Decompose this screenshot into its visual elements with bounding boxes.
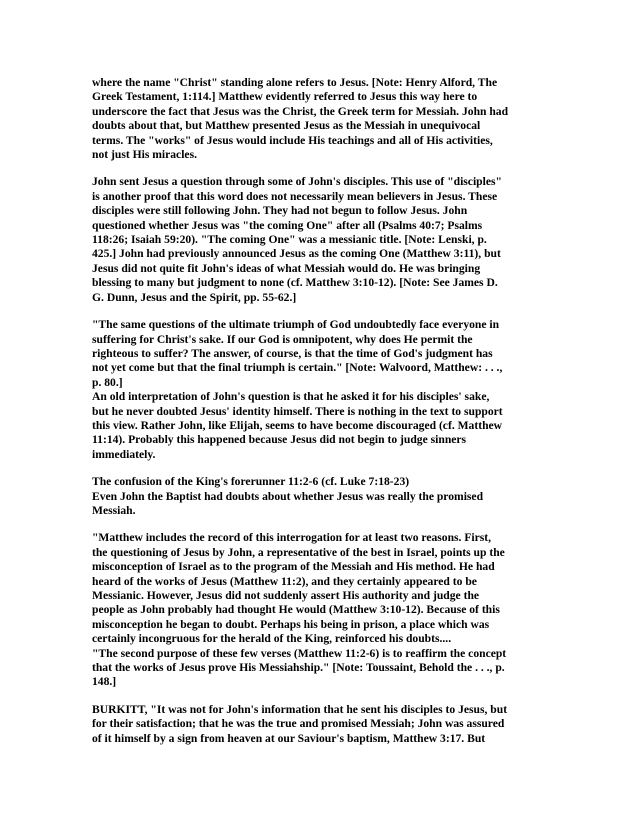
text-line: heard of the works of Jesus (Matthew 11:2), and they certainly appeared to be [92,574,477,588]
text-line: underscore the fact that Jesus was the Christ, the Greek term for Messiah. John had [92,104,509,118]
text-line: John sent Jesus a question through some of John's disciples. This use of "disciples" [92,175,502,189]
text-line: An old interpretation of John's question is that he asked it for his disciples' sake, [92,390,490,404]
text-line: doubts about that, but Matthew presented Jesus as the Messiah in unequivocal [92,119,481,133]
text-line: disciples were still following John. They had not begun to follow Jesus. John [92,204,468,218]
text-line: immediately. [92,447,156,461]
text-line: certainly incongruous for the herald of the King, reinforced his doubts.... [92,632,452,646]
text-line: blessing to many but judgment to none (cf. Matthew 3:10-12). [Note: See James D. [92,276,498,290]
text-line: this view. Rather John, like Elijah, seems to have become discouraged (cf. Matthew [92,418,503,432]
text-line: but he never doubted Jesus' identity himself. There is nothing in the text to support [92,404,503,418]
text-line: Jesus did not quite fit John's ideas of what Messiah would do. He was bringing [92,261,481,275]
text-line: misconception he began to doubt. Perhaps his being in prison, a place which was [92,617,490,631]
text-line: 425.] John had previously announced Jesus as the coming One (Matthew 3:11), but [92,247,501,261]
text-line: the questioning of Jesus by John, a representative of the best in Israel, points up the [92,545,505,559]
paragraph-burkitt [92,703,554,746]
text-line: misconception of Israel as to the program of the Messiah and His method. He had [92,560,495,574]
text-line: people as John probably had thought He would (Matthew 3:10-12). Because of this [92,603,500,617]
text-line: of it himself by a sign from heaven at our Saviour's baptism, Matthew 3:17. But [92,731,486,745]
text-line: questioned whether Jesus was "the coming One" after all (Psalms 40:7; Psalms [92,218,483,232]
text-line: "The second purpose of these few verses (Matthew 11:2-6) is to reaffirm the concept [92,646,507,660]
text-line: Even John the Baptist had doubts about whether Jesus was really the promised [92,489,484,503]
text-line: Greek Testament, 1:114.] Matthew evidently referred to Jesus this way here to [92,90,478,104]
paragraph-christ-title [92,76,554,162]
text-line: 11:14). Probably this happened because Jesus did not begin to judge sinners [92,433,467,447]
text-line: is another proof that this word does not necessarily mean believers in Jesus. These [92,189,498,203]
text-line: G. Dunn, Jesus and the Spirit, pp. 55-62.] [92,290,297,304]
text-line: BURKITT, "It was not for John's information that he sent his disciples to Jesus, but [92,702,508,716]
text-line: suffering for Christ's sake. If our God is omnipotent, why does He permit the [92,332,473,346]
text-line: righteous to suffer? The answer, of course, is that the time of God's judgment has [92,346,493,360]
text-line: not yet come but that the final triumph is certain." [Note: Walvoord, Matthew: . . ., [92,361,503,375]
text-line: Messianic. However, Jesus did not suddenly assert His authority and judge the [92,589,480,602]
text-line: where the name "Christ" standing alone refers to Jesus. [Note: Henry Alford, The [92,76,498,89]
text-line: not just His miracles. [92,148,197,162]
text-line: p. 80.] [92,375,123,389]
text-line: for their satisfaction; that he was the true and promised Messiah; John was assured [92,717,505,731]
paragraph-ultimate-triumph [92,318,554,462]
text-line: that the works of Jesus prove His Messiahship." [Note: Toussaint, Behold the . . ., p. [92,661,505,675]
document-page [92,76,554,746]
text-line: terms. The "works" of Jesus would include His teachings and all of His activities, [92,133,493,147]
paragraph-interrogation-reasons [92,531,554,689]
text-line: Messiah. [92,503,136,517]
text-line: "Matthew includes the record of this interrogation for at least two reasons. First, [92,531,492,545]
text-line: 118:26; Isaiah 59:20). "The coming One" was a messianic title. [Note: Lenski, p. [92,233,487,247]
text-line: "The same questions of the ultimate triumph of God undoubtedly face everyone in [92,318,500,332]
text-line: 148.] [92,675,117,689]
paragraph-john-question [92,175,554,305]
section-heading: The confusion of the King's forerunner 11:2-6 (cf. Luke 7:18-23) [92,475,410,489]
paragraph-forerunner-confusion [92,475,554,518]
